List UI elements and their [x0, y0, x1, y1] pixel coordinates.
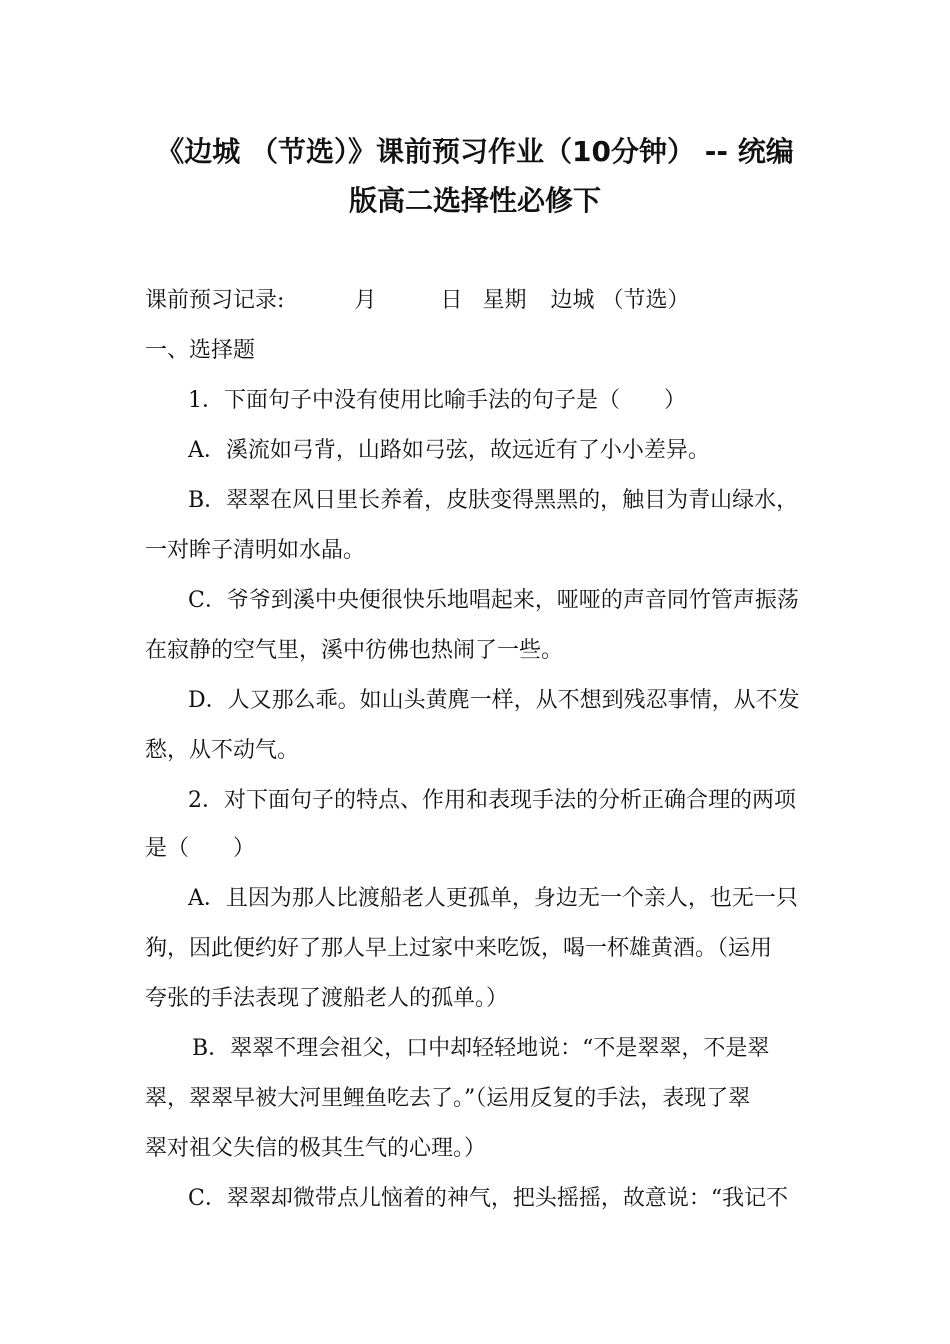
record-label: 课前预习记录:: [145, 288, 285, 313]
q1-option-b-line-1: B．翠翠在风日里长养着，皮肤变得黑黑的，触目为青山绿水，: [188, 488, 799, 513]
document-title-line-2: 版高二选择性必修下: [348, 184, 601, 217]
section-heading: 一、选择题: [145, 338, 256, 363]
q2-option-b-line-3: 翠对祖父失信的极其生气的心理。）: [145, 1136, 487, 1161]
q1-option-d-line-2: 愁，从不动气。: [145, 738, 300, 763]
q1-option-c-line-2: 在寂静的空气里，溪中彷佛也热闹了一些。: [145, 638, 564, 663]
q1-stem: 1．下面句子中没有使用比喻手法的句子是（ ）: [188, 388, 686, 413]
q2-option-b-line-2: 翠，翠翠早被大河里鲤鱼吃去了。”（运用反复的手法，表现了翠: [145, 1086, 751, 1111]
q2-option-c-line-1: C．翠翠却微带点儿恼着的神气，把头摇摇，故意说：“我记不: [188, 1186, 789, 1211]
record-month: 月: [354, 288, 377, 313]
record-weekday: 星期: [482, 288, 527, 313]
q2-option-b-line-1: B．翠翠不理会祖父，口中却轻轻地说：“不是翠翠，不是翠: [192, 1036, 770, 1061]
document-title-line-1: 《边城 （节选）》课前预习作业（10分钟） -- 统编: [156, 135, 794, 168]
q1-option-c-line-1: C．爷爷到溪中央便很快乐地唱起来，哑哑的声音同竹管声振荡: [188, 588, 799, 613]
q2-option-a-line-3: 夸张的手法表现了渡船老人的孤单。）: [145, 986, 509, 1011]
q2-option-a-line-1: A．且因为那人比渡船老人更孤单，身边无一个亲人，也无一只: [188, 886, 798, 911]
preview-record-line: [145, 286, 805, 316]
q2-stem-line-2: 是（ ）: [145, 836, 256, 861]
q1-option-b-line-2: 一对眸子清明如水晶。: [145, 538, 366, 563]
q1-option-a: A．溪流如弓背，山路如弓弦，故远近有了小小差异。: [188, 438, 710, 463]
q1-option-d-line-1: D．人又那么乖。如山头黄麂一样，从不想到残忍事情，从不发: [188, 688, 800, 713]
record-lesson: 边城 （节选）: [550, 288, 690, 313]
q2-stem-line-1: 2．对下面句子的特点、作用和表现手法的分析正确合理的两项: [188, 788, 796, 813]
q2-option-a-line-2: 狗，因此便约好了那人早上过家中来吃饭，喝一杯雄黄酒。（运用: [145, 936, 773, 961]
record-day: 日: [440, 288, 463, 313]
